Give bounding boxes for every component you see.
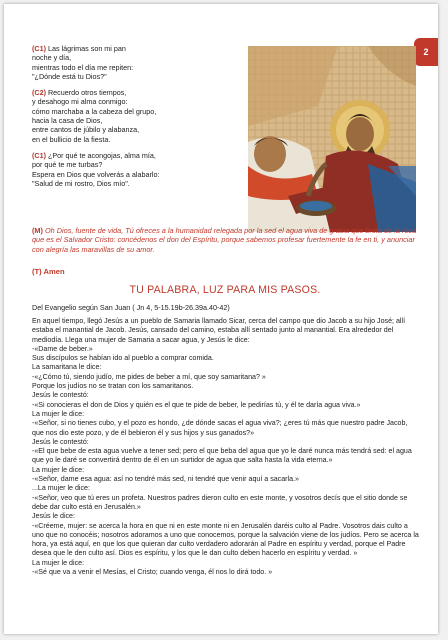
stanza-line: mientras todo el día me repiten: [32,62,134,72]
gospel-line: -«Señor, dame esa agua: así no tendré más sed, ni tendré que venir aquí a sacarla.» [32,475,299,484]
stanza-tag: (C1) [32,150,46,160]
gospel-line: Jesús le contestó: [32,437,89,446]
amen-tag: (T) [32,267,42,276]
page-number: 2 [423,47,429,57]
page-number-badge [414,38,438,66]
gospel-line: -«Señor, si no tienes cubo, y el pozo es hondo, ¿de dónde sacas el agua viva?; ¿eres tú más que nuestro padre Jacob, que nos dio este pozo, y de él bebieron él y sus hijos y sus ganados?» [32,419,408,437]
stanza-line: por qué te me turbas? [32,160,103,170]
stanza-line: en el bullicio de la fiesta. [32,134,111,144]
gospel-line: Jesús le dice: [32,512,75,521]
gospel-line: Jesús le contestó: [32,391,89,400]
stanza-line: Recuerdo otros tiempos, [47,88,127,98]
stanza-tag: (C1) [32,44,46,53]
stanza-line: "Salud de mi rostro, Dios mío". [32,178,130,188]
psalm-stanza-2 [32,88,256,144]
amen-line [32,267,65,276]
stanza-line: ¿Por qué te acongojas, alma mía, [47,150,156,160]
gospel-intro: En aquel tiempo, llegó Jesús a un pueblo de Samaria llamado Sicar, cerca del campo que dio Jacob a su hijo José; allí estaba el manantial de Jacob. Jesús, cansado del camino, estaba allí sentado junto al manantial. Era alrededor del mediodía. Llega una mujer de Samaria a sacar agua, y Jesús le dice: [32,317,406,344]
gospel-line: ...La mujer le dice: [32,484,90,493]
psalm-section [32,44,256,195]
stanza-line: Espera en Dios que volverás a alabarlo: [32,169,160,179]
mosaic-artwork-image [248,46,416,232]
assembly-response [32,226,418,254]
gospel-line: Porque los judíos no se tratan con los samaritanos. [32,382,194,391]
amen-text: Amen [43,267,65,276]
gospel-line: -«Dame de beber.» [32,344,93,353]
gospel-line: -«El que bebe de esta agua vuelve a tener sed; pero el que beba del agua que yo le daré nunca más tendrá sed: el agua que yo le daré se convertirá dentro de él en un surtidor de agua que salta hasta la vida eterna.» [32,447,412,465]
response-tag: (M) [32,226,43,235]
gospel-line: La mujer le dice: [32,465,85,474]
stanza-line: noche y día, [32,53,72,63]
gospel-line: Sus discípulos se habían ido al pueblo a comprar comida. [32,354,214,363]
gospel-line: -«Señor, veo que tú eres un profeta. Nuestros padres dieron culto en este monte, y vosotros decís que el sitio donde se debe dar culto está en Jerusalén.» [32,493,408,511]
psalm-stanza-1 [32,44,256,81]
gospel-line: La samaritana le dice: [32,363,102,372]
stanza-tag: (C2) [32,88,46,98]
gospel-line: -«¿Cómo tú, siendo judío, me pides de beber a mí, que soy samaritana? » [32,372,266,381]
stanza-line: hacia la casa de Dios, [32,116,103,126]
gospel-line: -«Créeme, mujer: se acerca la hora en que ni en este monte ni en Jerusalén daréis culto al Padre. Vosotros dais culto a uno que no conocéis; nosotros adoramos a uno que conocemos, porque la salvación viene de los judíos. Pero se acerca la hora, ya está aquí, en que los que quieran dar culto verdadero adorarán al Padre en espíritu y verdad, porque el Padre desea que le den culto así. Dios es espíritu, y los que le dan culto deben hacerlo en espíritu y verdad. » [32,521,419,558]
stanza-line: cómo marchaba a la cabeza del grupo, [32,106,157,116]
stanza-line: "¿Dónde está tu Dios?" [32,71,107,81]
psalm-stanza-3 [32,151,256,188]
gospel-text [32,317,420,577]
gospel-line: La mujer le dice: [32,409,85,418]
response-text: Oh Dios, fuente de vida, Tú ofreces a la humanidad relegada por la sed el agua viva de gracia que brota de la roca que es el Salvador Cristo: concédenos el don del Espíritu, porque sabemos profesar fuertemente la fe en ti, y anunciar con alegría las maravillas de su amor. [32,226,417,254]
section-heading: TU PALABRA, LUZ PARA MIS PASOS. [129,284,321,296]
gospel-line: -«Sé que va a venir el Mesías, el Cristo; cuando venga, él nos lo dirá todo. » [32,568,273,577]
gospel-line: La mujer le dice: [32,558,85,567]
gospel-line: -«Si conocieras el don de Dios y quién es el que te pide de beber, le pedirías tú, y él te daría agua viva.» [32,400,361,409]
stanza-line: y desahogo mi alma conmigo: [32,97,128,107]
stanza-line: entre cantos de júbilo y alabanza, [32,125,140,135]
stanza-line: Las lágrimas son mi pan [47,44,126,53]
document-page [4,4,438,634]
gospel-reference: Del Evangelio según San Juan ( Jn 4, 5-15.19b-26.39a.40-42) [32,303,230,312]
